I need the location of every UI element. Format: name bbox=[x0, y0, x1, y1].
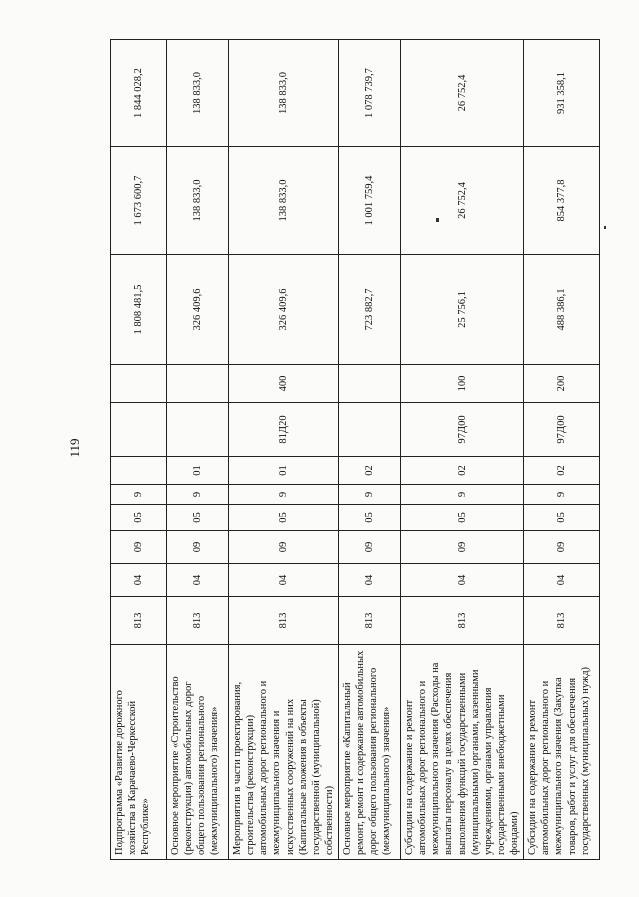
cell-year3: 1 078 739,7 bbox=[339, 40, 401, 147]
cell-rz: 04 bbox=[339, 564, 401, 597]
cell-cs3: 02 bbox=[524, 457, 600, 485]
cell-year1: 488 386,1 bbox=[524, 255, 600, 365]
cell-year2: 26 752,4 bbox=[401, 147, 524, 255]
row-description: Мероприятия в части проектирования, строительства (реконструкции) автомобильных дорог регионального и межмуниципального значения и искусственных сооружений на них (Капитальные вложения в объекты государственной (муниципальной) собственности) bbox=[229, 645, 339, 860]
row-description: Основное мероприятие «Строительство (реконструкция) автомобильных дорог общего пользования регионального (межмуниципального) значения» bbox=[167, 645, 229, 860]
cell-cs3 bbox=[111, 457, 167, 485]
cell-vr: 400 bbox=[229, 365, 339, 403]
cell-cs1: 05 bbox=[339, 505, 401, 531]
cell-cs4: 97Д00 bbox=[401, 403, 524, 457]
table-row bbox=[111, 40, 167, 860]
cell-rz: 04 bbox=[401, 564, 524, 597]
cell-year3: 1 844 028,2 bbox=[111, 40, 167, 147]
cell-cs4 bbox=[111, 403, 167, 457]
row-description: Основное мероприятие «Капитальный ремонт, ремонт и содержание автомобильных дорог общего пользования регионального (межмуниципального) значения» bbox=[339, 645, 401, 860]
cell-grbs: 813 bbox=[524, 597, 600, 645]
cell-cs2: 9 bbox=[339, 485, 401, 505]
cell-grbs: 813 bbox=[167, 597, 229, 645]
cell-year1: 723 882,7 bbox=[339, 255, 401, 365]
table-row bbox=[229, 40, 339, 860]
cell-cs1: 05 bbox=[401, 505, 524, 531]
cell-cs3: 01 bbox=[167, 457, 229, 485]
cell-cs2: 9 bbox=[229, 485, 339, 505]
cell-grbs: 813 bbox=[229, 597, 339, 645]
cell-year2: 854 377,8 bbox=[524, 147, 600, 255]
cell-grbs: 813 bbox=[339, 597, 401, 645]
cell-year3: 138 833,0 bbox=[167, 40, 229, 147]
rotated-table-wrapper bbox=[110, 40, 591, 860]
cell-rz: 04 bbox=[229, 564, 339, 597]
cell-year2: 1 001 759,4 bbox=[339, 147, 401, 255]
cell-rz: 04 bbox=[167, 564, 229, 597]
cell-rz: 04 bbox=[111, 564, 167, 597]
row-description: Подпрограмма «Развитие дорожного хозяйства в Карачаево-Черкесской Республике» bbox=[111, 645, 167, 860]
table-row bbox=[339, 40, 401, 860]
cell-vr bbox=[339, 365, 401, 403]
cell-year1: 326 409,6 bbox=[167, 255, 229, 365]
cell-year1: 326 409,6 bbox=[229, 255, 339, 365]
row-description: Субсидии на содержание и ремонт автомобильных дорог регионального и межмуниципального значения (Закупка товаров, работ и услуг для обеспечения государственных (муниципальных) нужд) bbox=[524, 645, 600, 860]
cell-year3: 26 752,4 bbox=[401, 40, 524, 147]
cell-pr: 09 bbox=[401, 531, 524, 564]
cell-year3: 138 833,0 bbox=[229, 40, 339, 147]
cell-cs1: 05 bbox=[167, 505, 229, 531]
table-row bbox=[524, 40, 600, 860]
cell-cs4 bbox=[167, 403, 229, 457]
table-region bbox=[110, 40, 591, 860]
row-description: Субсидии на содержание и ремонт автомобильных дорог регионального и межмуниципального значения (Расходы на выплаты персоналу в целях обеспечения выполнения функций государственными (муниципальными) органами, казенными учреждениями, органами управления государственными внебюджетными фондами) bbox=[401, 645, 524, 860]
cell-year2: 138 833,0 bbox=[167, 147, 229, 255]
cell-pr: 09 bbox=[339, 531, 401, 564]
page-number: 119 bbox=[67, 438, 82, 458]
cell-grbs: 813 bbox=[111, 597, 167, 645]
scan-speck bbox=[436, 218, 439, 222]
cell-cs2: 9 bbox=[111, 485, 167, 505]
cell-year2: 1 673 600,7 bbox=[111, 147, 167, 255]
scan-speck bbox=[604, 226, 606, 229]
cell-year1: 1 808 481,5 bbox=[111, 255, 167, 365]
cell-cs3: 02 bbox=[339, 457, 401, 485]
cell-cs2: 9 bbox=[524, 485, 600, 505]
cell-vr: 100 bbox=[401, 365, 524, 403]
cell-year2: 138 833,0 bbox=[229, 147, 339, 255]
table-row bbox=[167, 40, 229, 860]
budget-table bbox=[110, 39, 600, 860]
cell-vr: 200 bbox=[524, 365, 600, 403]
cell-year3: 931 358,1 bbox=[524, 40, 600, 147]
cell-cs2: 9 bbox=[401, 485, 524, 505]
cell-vr bbox=[111, 365, 167, 403]
cell-vr bbox=[167, 365, 229, 403]
cell-pr: 09 bbox=[524, 531, 600, 564]
cell-cs1: 05 bbox=[229, 505, 339, 531]
cell-pr: 09 bbox=[167, 531, 229, 564]
cell-pr: 09 bbox=[111, 531, 167, 564]
cell-year1: 25 756,1 bbox=[401, 255, 524, 365]
cell-pr: 09 bbox=[229, 531, 339, 564]
cell-cs2: 9 bbox=[167, 485, 229, 505]
cell-cs1: 05 bbox=[111, 505, 167, 531]
cell-rz: 04 bbox=[524, 564, 600, 597]
cell-cs3: 02 bbox=[401, 457, 524, 485]
cell-grbs: 813 bbox=[401, 597, 524, 645]
cell-cs4: 81Д20 bbox=[229, 403, 339, 457]
cell-cs1: 05 bbox=[524, 505, 600, 531]
table-row bbox=[401, 40, 524, 860]
cell-cs3: 01 bbox=[229, 457, 339, 485]
cell-cs4 bbox=[339, 403, 401, 457]
cell-cs4: 97Д00 bbox=[524, 403, 600, 457]
